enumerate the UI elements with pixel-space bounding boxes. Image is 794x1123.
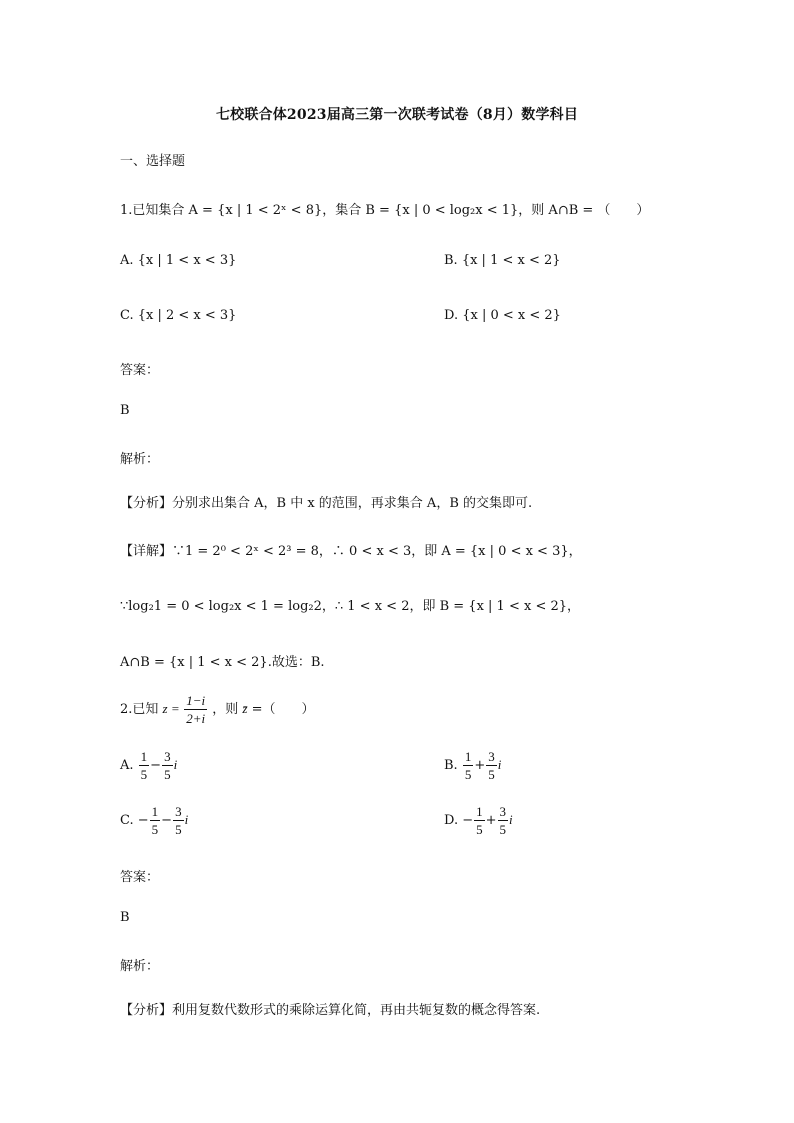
q2-eq: = [171, 701, 180, 716]
q2-stem-suffix: ，则 [212, 702, 239, 717]
q1-option-b: B. {x | 1 < x < 2} [444, 253, 561, 268]
q1-option-a: A. {x | 1 < x < 3} [120, 253, 237, 268]
q2-option-a-d2: 5 [164, 767, 171, 782]
q2-answer: B [120, 910, 130, 925]
q2-answer-label: 答案： [120, 870, 160, 885]
q2-option-b-i: i [497, 757, 502, 772]
q2-stem-prefix: 2.已知 [120, 702, 159, 717]
q2-option-b-d2: 5 [488, 767, 495, 782]
q2-option-d [444, 805, 513, 836]
q2-option-c-d1: 5 [151, 822, 159, 837]
q2-option-a-label: A. [120, 758, 134, 773]
q2-option-c [120, 805, 188, 836]
q2-analysis: 【分析】利用复数代数形式的乘除运算化简，再由共轭复数的概念得答案. [120, 1003, 541, 1018]
q2-option-b-frac1 [463, 750, 474, 781]
q2-option-d-d2: 5 [499, 822, 507, 837]
q2-option-b-d1: 5 [464, 767, 472, 782]
q2-option-a-frac2 [162, 750, 173, 781]
q2-option-b-n2: 3 [488, 749, 495, 764]
q2-option-d-frac1 [474, 805, 485, 836]
q2-zbar: z̄ [242, 701, 248, 716]
q2-option-a-i: i [173, 757, 178, 772]
q1-option-d: D. {x | 0 < x < 2} [444, 308, 561, 323]
q1-analysis: 【分析】分别求出集合 A，B 中 x 的范围，再求集合 A，B 的交集即可. [120, 496, 533, 511]
q2-option-c-label: C. [120, 813, 134, 828]
q1-detail-line-2: ∵log₂1 = 0 < log₂x < 1 = log₂2，∴ 1 < x < 2，即 B = {x | 1 < x < 2}， [120, 599, 581, 614]
q1-detail-line-1: 【详解】∵1 = 2⁰ < 2ˣ < 2³ = 8，∴ 0 < x < 3，即 A = {x | 0 < x < 3}， [120, 544, 582, 559]
q2-option-b-frac2 [486, 750, 497, 781]
q2-option-c-d2: 5 [175, 822, 182, 837]
q2-option-c-sign: − [137, 813, 149, 828]
q2-option-b-op: + [474, 758, 486, 773]
q2-option-d-op: + [485, 813, 497, 828]
q2-option-d-n1: 1 [476, 804, 483, 819]
q2-option-c-i: i [184, 812, 189, 827]
q2-option-c-op: − [161, 813, 173, 828]
q2-option-a-frac1 [139, 750, 150, 781]
q2-option-a [120, 750, 177, 781]
q2-option-d-frac2 [498, 805, 509, 836]
q2-option-c-n1: 1 [151, 804, 159, 819]
q2-option-a-op: − [150, 758, 162, 773]
q2-z: z [162, 701, 168, 716]
q2-option-a-d1: 5 [140, 767, 148, 782]
q2-option-b-n1: 1 [464, 749, 472, 764]
q2-option-c-frac1 [150, 805, 161, 836]
q2-option-d-i: i [509, 812, 513, 827]
q2-fraction-den: 2+i [186, 711, 206, 726]
q2-option-d-n2: 3 [499, 804, 507, 819]
q2-option-d-d1: 5 [476, 822, 483, 837]
q1-detail-line-3: A∩B = {x | 1 < x < 2}.故选：B. [120, 655, 325, 670]
q2-option-a-n2: 3 [164, 749, 171, 764]
q2-analysis-label: 解析： [120, 959, 160, 974]
q2-fraction [184, 694, 207, 725]
q2-option-d-label: D. [444, 813, 459, 828]
q2-option-b-label: B. [444, 758, 458, 773]
page-title: 七校联合体2023届高三第一次联考试卷（8月）数学科目 [215, 107, 579, 123]
q1-answer-label: 答案： [120, 363, 160, 378]
q2-option-d-sign: − [462, 813, 474, 828]
section-heading: 一、选择题 [120, 154, 186, 169]
q1-analysis-label: 解析： [120, 452, 160, 467]
q2-option-b [444, 750, 501, 781]
q1-stem: 1.已知集合 A = {x | 1 < 2ˣ < 8}，集合 B = {x | 0 < log₂x < 1}，则 A∩B = （ ） [120, 203, 650, 218]
q2-stem-end: =（ ） [251, 702, 315, 717]
q2-option-a-n1: 1 [140, 749, 148, 764]
q1-answer: B [120, 403, 130, 418]
q2-stem [120, 694, 315, 725]
q2-option-c-frac2 [173, 805, 184, 836]
q2-option-c-n2: 3 [175, 804, 182, 819]
q2-fraction-num: 1−i [186, 693, 206, 708]
q1-option-c: C. {x | 2 < x < 3} [120, 308, 237, 323]
